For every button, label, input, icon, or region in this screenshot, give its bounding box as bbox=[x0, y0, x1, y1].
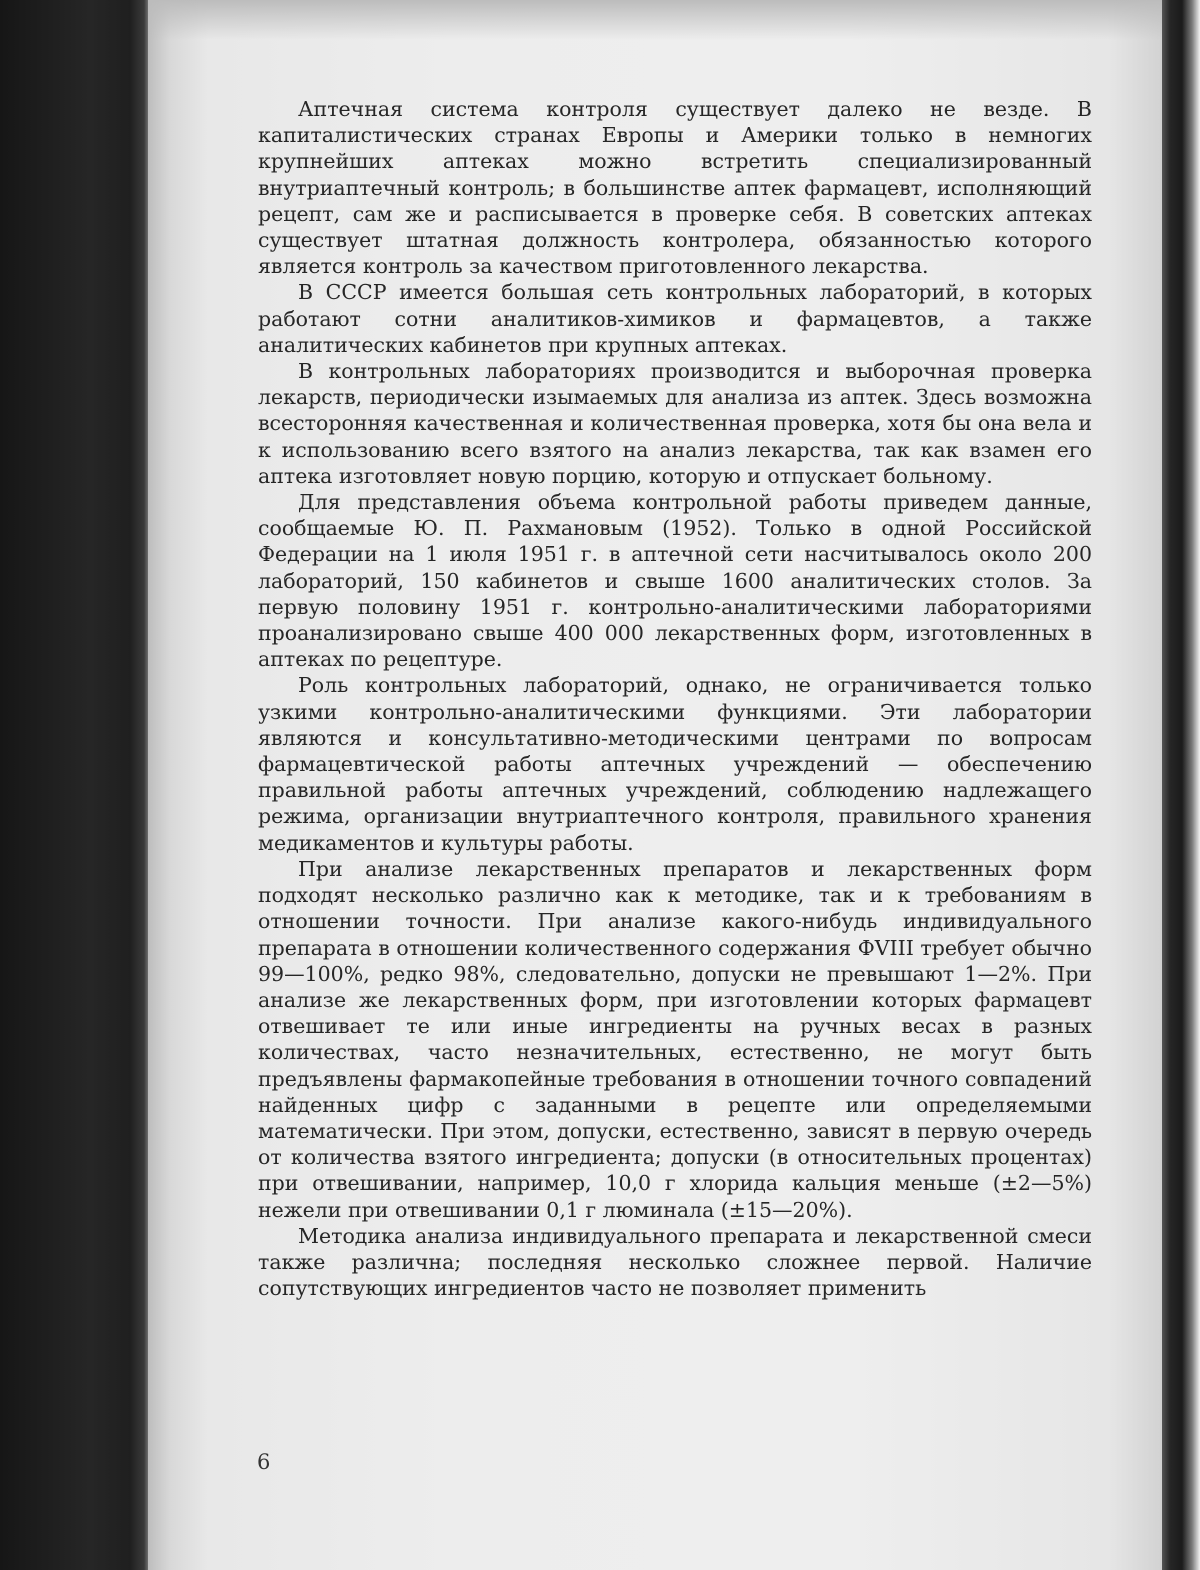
paragraph: При анализе лекарственных препаратов и лекарственных форм подходят несколько различно как к методике, так и к требованиям в отношении точности. При анализе какого-нибудь индивидуального препарата в отношении количественного содержания ФVIII требует обычно 99—100%, редко 98%, следовательно, допуски не превышают 1—2%. При анализе же лекарственных форм, при изготовлении которых фармацевт отвешивает те или иные ингредиенты на ручных весах в разных количествах, часто незначительных, естественно, не могут быть предъявлены фармакопейные требования в отношении точного совпадений найденных цифр с заданными в рецепте или определяемыми математически. При этом, допуски, естественно, зависят в первую очередь от количества взятого ингредиента; допуски (в относительных процентах) при отвешивании, например, 10,0 г хлорида кальция меньше (±2—5%) нежели при отвешивании 0,1 г люминала (±15—20%). bbox=[258, 856, 1092, 1222]
page-right-edge bbox=[1162, 0, 1200, 1570]
paragraph: В контрольных лабораториях производится и выборочная проверка лекарств, периодически изымаемых для анализа из аптек. Здесь возможна всесторонняя качественная и количественная проверка, хотя бы она вела и к использованию всего взятого на анализ лекарства, так как взамен его аптека изготовляет новую порцию, которую и отпускает больному. bbox=[258, 359, 1092, 488]
body-text bbox=[258, 96, 1092, 1301]
paragraph: Аптечная система контроля существует далеко не везде. В капиталистических странах Европы и Америки только в немногих крупнейших аптеках можно встретить специализированный внутриаптечный контроль; в большинстве аптек фармацевт, исполняющий рецепт, сам же и расписывается в проверке себя. В советских аптеках существует штатная должность контролера, обязанностью которого является контроль за качеством приготовленного лекарства. bbox=[258, 97, 1092, 279]
book-spine-shadow bbox=[0, 0, 148, 1570]
paragraph: Для представления объема контрольной работы приведем данные, сообщаемые Ю. П. Рахмановым (1952). Только в одной Российской Федерации на 1 июля 1951 г. в аптечной сети насчитывалось около 200 лабораторий, 150 кабинетов и свыше 1600 аналитических столов. За первую половину 1951 г. контрольно-аналитическими лабораториями проанализировано свыше 400 000 лекарственных форм, изготовленных в аптеках по рецептуре. bbox=[258, 490, 1092, 672]
page-top-shadow bbox=[148, 0, 1162, 40]
page-number: 6 bbox=[257, 1450, 271, 1474]
paragraph: Роль контрольных лабораторий, однако, не ограничивается только узкими контрольно-аналитическими функциями. Эти лаборатории являются и консультативно-методическими центрами по вопросам фармацевтической работы аптечных учреждений — обеспечению правильной работы аптечных учреждений, соблюдению надлежащего режима, организации внутриаптечного контроля, правильного хранения медикаментов и культуры работы. bbox=[258, 673, 1092, 855]
paragraph: Методика анализа индивидуального препарата и лекарственной смеси также различна; последняя несколько сложнее первой. Наличие сопутствующих ингредиентов часто не позволяет применить bbox=[258, 1223, 1092, 1301]
paragraph: В СССР имеется большая сеть контрольных лабораторий, в которых работают сотни аналитиков-химиков и фармацевтов, а также аналитических кабинетов при крупных аптеках. bbox=[258, 280, 1092, 357]
